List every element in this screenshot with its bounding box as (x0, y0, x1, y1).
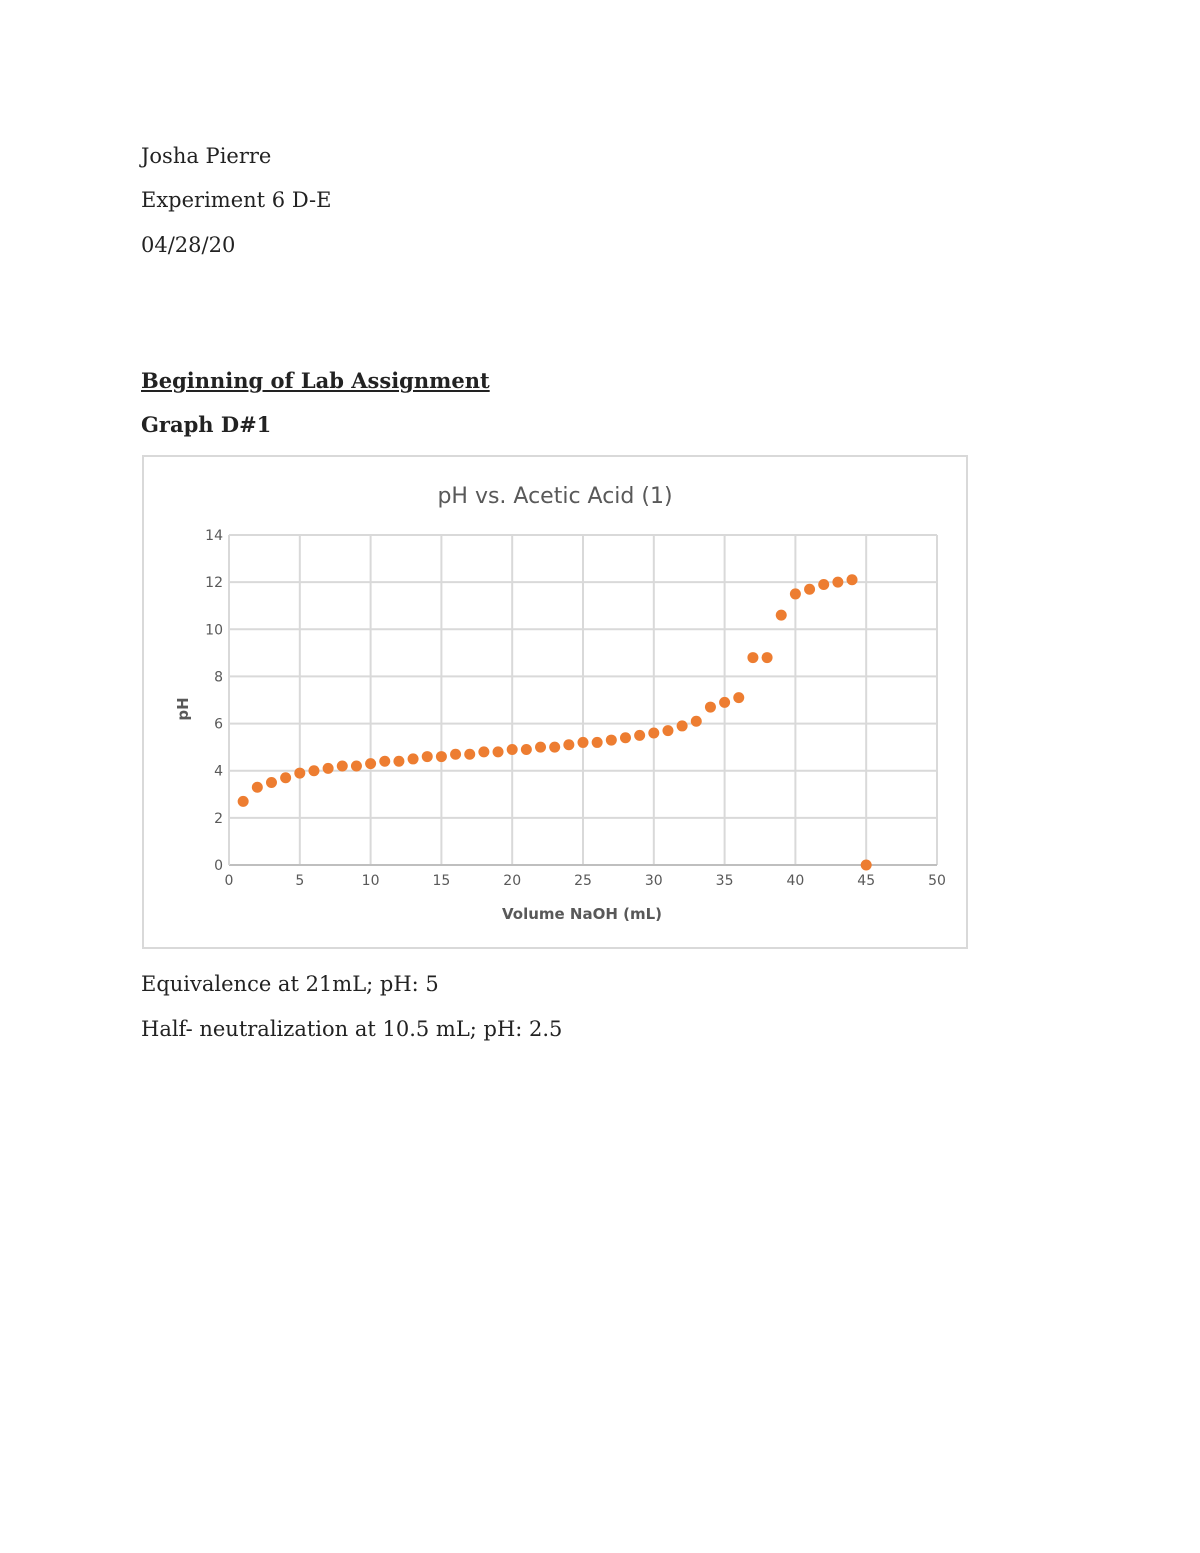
data-point (861, 860, 872, 871)
section-title: Beginning of Lab Assignment (141, 368, 490, 393)
data-point (464, 749, 475, 760)
equivalence-result: Equivalence at 21mL; pH: 5 (141, 972, 439, 996)
ph-titration-chart (144, 457, 966, 947)
chart-title: pH vs. Acetic Acid (1) (437, 484, 673, 509)
data-point (847, 574, 858, 585)
data-point (521, 744, 532, 755)
data-point (606, 735, 617, 746)
y-axis-title: pH (174, 697, 192, 721)
data-point (379, 756, 390, 767)
x-tick-label: 25 (574, 873, 592, 889)
date-label: 04/28/20 (141, 233, 236, 257)
y-tick-label: 2 (214, 810, 223, 827)
data-point (747, 652, 758, 663)
data-point (691, 716, 702, 727)
data-point (662, 725, 673, 736)
author-name: Josha Pierre (141, 144, 272, 168)
data-point (634, 730, 645, 741)
y-tick-label: 4 (214, 763, 223, 780)
data-point (762, 652, 773, 663)
data-point (733, 692, 744, 703)
x-tick-label: 40 (786, 873, 805, 889)
half-neutralization-result: Half- neutralization at 10.5 mL; pH: 2.5 (141, 1017, 563, 1041)
data-point (351, 761, 362, 772)
data-point (592, 737, 603, 748)
data-point (549, 742, 560, 753)
data-point (578, 737, 589, 748)
x-tick-label: 35 (715, 873, 734, 889)
y-tick-label: 14 (205, 528, 223, 544)
x-tick-label: 15 (432, 873, 451, 889)
data-point (266, 777, 277, 788)
data-point (507, 744, 518, 755)
x-tick-label: 10 (361, 873, 380, 889)
data-point (238, 796, 249, 807)
data-point (535, 742, 546, 753)
y-tick-label: 10 (205, 622, 223, 639)
data-point (252, 782, 263, 793)
x-axis-title: Volume NaOH (mL) (501, 905, 663, 923)
y-tick-label: 12 (205, 575, 223, 592)
data-point (776, 610, 787, 621)
data-point (493, 746, 504, 757)
data-point (450, 749, 461, 760)
graph-label: Graph D#1 (141, 412, 272, 437)
x-tick-label: 0 (224, 873, 234, 889)
data-point (308, 765, 319, 776)
data-point (648, 728, 659, 739)
data-point (719, 697, 730, 708)
data-point (478, 746, 489, 757)
data-point (705, 702, 716, 713)
data-point (337, 761, 348, 772)
x-tick-label: 30 (644, 873, 663, 889)
chart-points (238, 574, 872, 870)
data-point (804, 584, 815, 595)
data-point (408, 753, 419, 764)
data-point (818, 579, 829, 590)
x-tick-label: 5 (295, 873, 305, 889)
y-tick-label: 8 (214, 669, 223, 686)
chart-container (142, 455, 968, 949)
y-tick-label: 6 (214, 716, 223, 733)
experiment-label: Experiment 6 D-E (141, 188, 332, 212)
data-point (677, 720, 688, 731)
chart-grid (229, 535, 937, 865)
x-tick-label: 20 (503, 873, 522, 889)
data-point (323, 763, 334, 774)
data-point (620, 732, 631, 743)
data-point (790, 588, 801, 599)
data-point (436, 751, 447, 762)
x-tick-label: 45 (857, 873, 876, 889)
data-point (365, 758, 376, 769)
data-point (422, 751, 433, 762)
data-point (832, 577, 843, 588)
data-point (294, 768, 305, 779)
data-point (280, 772, 291, 783)
x-tick-label: 50 (928, 873, 946, 889)
data-point (393, 756, 404, 767)
data-point (563, 739, 574, 750)
y-tick-label: 0 (214, 858, 223, 874)
